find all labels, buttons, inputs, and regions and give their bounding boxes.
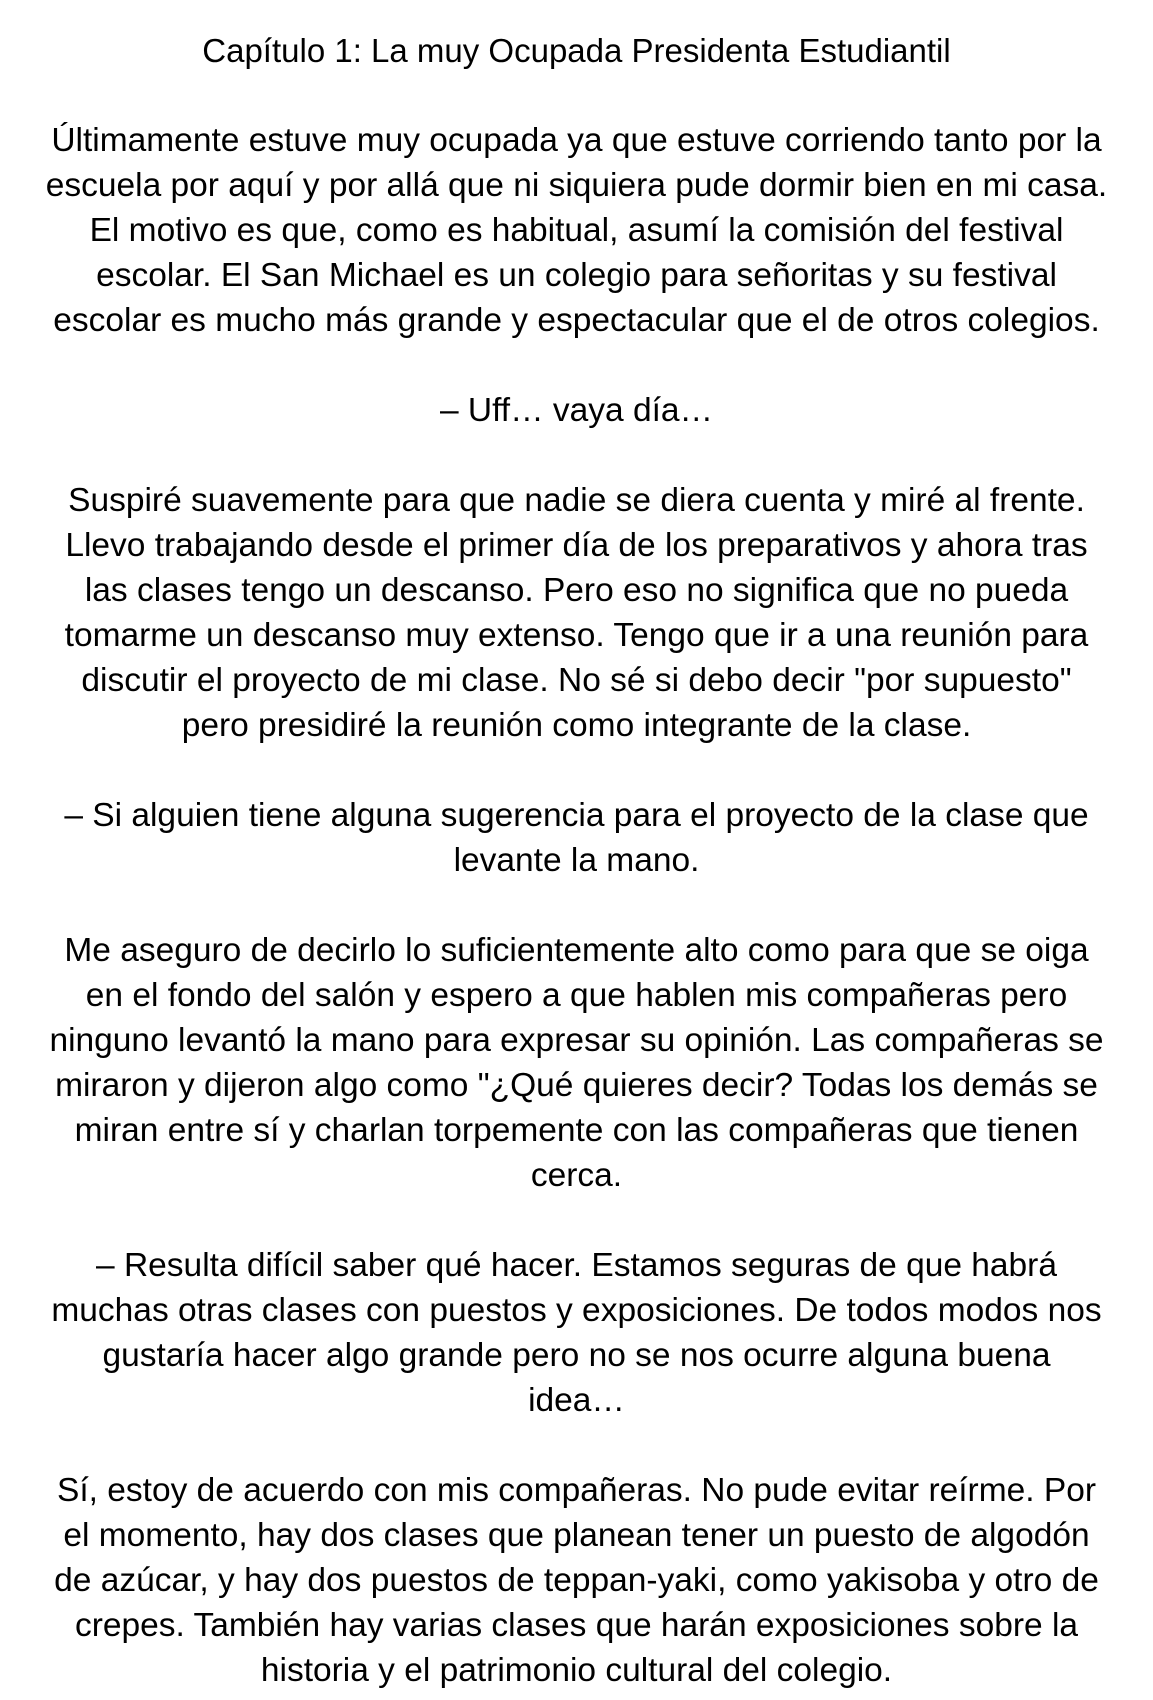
text-line: pero presidiré la reunión como integrante de la clase. bbox=[181, 707, 972, 744]
text-line: gustaría hacer algo grande pero no se nos ocurre alguna buena bbox=[102, 1337, 1051, 1374]
text-line: crepes. También hay varias clases que harán exposiciones sobre la bbox=[74, 1607, 1079, 1644]
text-line: miraron y dijeron algo como "¿Qué quieres decir? Todas los demás se bbox=[55, 1067, 1098, 1104]
text-line: cerca. bbox=[530, 1157, 623, 1194]
text-line: Sí, estoy de acuerdo con mis compañeras. No pude evitar reírme. Por bbox=[57, 1472, 1096, 1509]
text-line: levante la mano. bbox=[453, 842, 700, 879]
paragraph-dialogue-sigh bbox=[0, 388, 1153, 433]
paragraph-dialogue-suggestion bbox=[0, 793, 1153, 883]
text-line: las clases tengo un descanso. Pero eso no significa que no pueda bbox=[84, 572, 1069, 609]
text-line: escuela por aquí y por allá que ni siquiera pude dormir bien en mi casa. bbox=[45, 167, 1108, 204]
text-line: en el fondo del salón y espero a que hablen mis compañeras pero bbox=[85, 977, 1068, 1014]
paragraph-intro bbox=[0, 118, 1153, 343]
text-line: escolar. El San Michael es un colegio para señoritas y su festival bbox=[96, 257, 1057, 294]
text-line: ninguno levantó la mano para expresar su opinión. Las compañeras se bbox=[49, 1022, 1104, 1059]
text-line: historia y el patrimonio cultural del colegio. bbox=[260, 1652, 893, 1689]
text-line: Suspiré suavemente para que nadie se diera cuenta y miré al frente. bbox=[68, 482, 1085, 519]
text-line: de azúcar, y hay dos puestos de teppan-yaki, como yakisoba y otro de bbox=[54, 1562, 1099, 1599]
chapter-title: Capítulo 1: La muy Ocupada Presidenta Estudiantil bbox=[202, 32, 951, 69]
text-line: – Uff… vaya día… bbox=[439, 392, 714, 429]
text-line: Llevo trabajando desde el primer día de los preparativos y ahora tras bbox=[65, 527, 1088, 564]
text-line: Últimamente estuve muy ocupada ya que estuve corriendo tanto por la bbox=[51, 122, 1102, 159]
text-line: Me aseguro de decirlo lo suficientemente alto como para que se oiga bbox=[64, 932, 1089, 969]
text-line: muchas otras clases con puestos y exposiciones. De todos modos nos bbox=[51, 1292, 1102, 1329]
text-line: – Resulta difícil saber qué hacer. Estamos seguras de que habrá bbox=[96, 1247, 1057, 1284]
paragraph-dialogue-difficult bbox=[0, 1243, 1153, 1423]
text-line: El motivo es que, como es habitual, asumí la comisión del festival bbox=[89, 212, 1064, 249]
paragraph-narration bbox=[0, 478, 1153, 748]
text-line: idea… bbox=[528, 1382, 625, 1419]
text-line: el momento, hay dos clases que planean tener un puesto de algodón bbox=[63, 1517, 1090, 1554]
text-line: escolar es mucho más grande y espectacular que el de otros colegios. bbox=[53, 302, 1100, 339]
paragraph-agreement bbox=[0, 1468, 1153, 1693]
text-line: miran entre sí y charlan torpemente con las compañeras que tienen bbox=[74, 1112, 1079, 1149]
text-line: – Si alguien tiene alguna sugerencia para el proyecto de la clase que bbox=[64, 797, 1089, 834]
text-line: discutir el proyecto de mi clase. No sé si debo decir "por supuesto" bbox=[81, 662, 1072, 699]
paragraph-classroom bbox=[0, 928, 1153, 1198]
text-line: tomarme un descanso muy extenso. Tengo que ir a una reunión para bbox=[64, 617, 1089, 654]
